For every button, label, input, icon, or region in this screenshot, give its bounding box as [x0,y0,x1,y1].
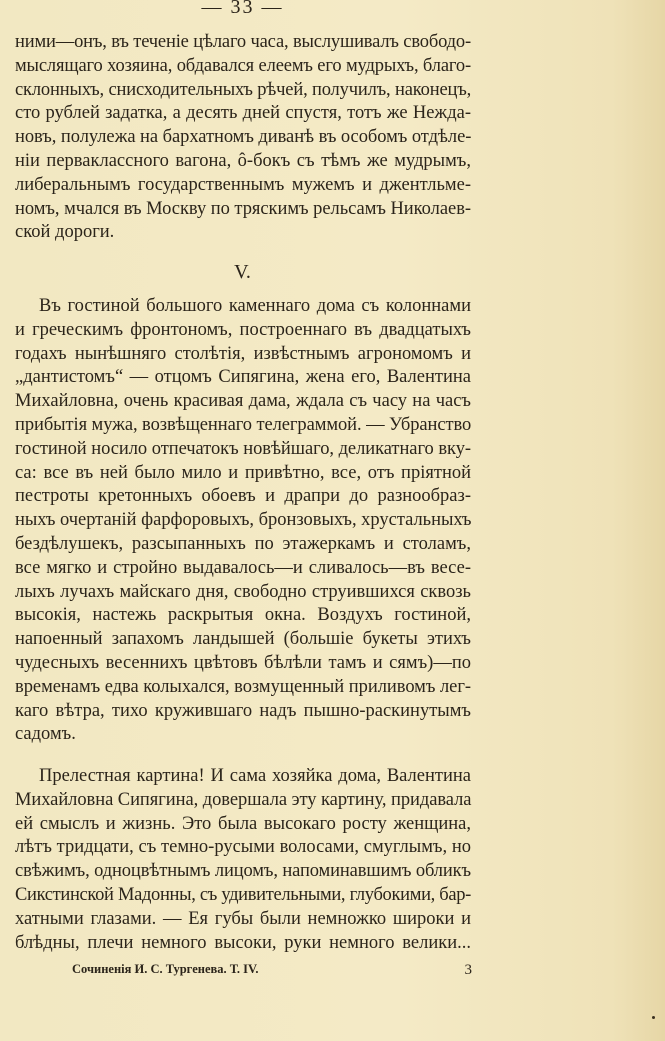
text-line: напоенный запахомъ ландышей (большіе букеты этихъ [15,629,471,650]
text-line: лѣтъ тридцати, съ темно-русыми волосами, смуглымъ, но [15,837,471,858]
text-line: ними—онъ, въ теченіе цѣлаго часа, выслушивалъ свободо- [15,32,471,52]
page-number: — 33 — [201,0,284,18]
signature-mark: 3 [464,962,472,978]
text-line: „дантистомъ“ — отцомъ Сипягина, жена его, Валентина [15,367,471,388]
text-line: прибытія мужа, возвѣщеннаго телеграммой. — Убранство [15,414,472,435]
text-line: бездѣлушекъ, разсыпанныхъ по этажеркамъ и столамъ, [15,533,471,554]
paragraph-chapter-start [15,295,471,747]
footer-title: Сочиненія И. С. Тургенева. Т. IV. [72,962,259,976]
footer-signature-line [72,962,472,977]
text-line: каго вѣтра, тихо кружившаго надъ пышно-раскинутымъ [15,700,471,721]
text-line: Прелестная картина! И сама хозяйка дома, Валентина [39,766,471,786]
text-line: высокія, настежь раскрытыя окна. Воздухъ гостиной, [15,605,471,626]
text-line: гостиной носило отпечатокъ новѣйшаго, деликатнаго вку- [15,438,471,459]
chapter-heading: V. [234,261,251,283]
text-line: Въ гостиной большого каменнаго дома съ колоннами [39,296,471,316]
paragraph-continued [15,31,471,245]
text-line: садомъ. [15,724,76,745]
text-line: склонныхъ, снисходительныхъ рѣчей, получилъ, наконецъ, [15,79,472,100]
text-line: либеральнымъ государственнымъ мужемъ и джентльме- [15,174,471,195]
text-line: пестроты кретонныхъ обоевъ и драпри до разнообраз- [15,486,471,507]
text-line: и греческимъ фронтономъ, построеннаго въ двадцатыхъ [15,319,471,340]
text-line: все мягко и стройно выдавалось—и сливалось—въ весе- [15,557,471,578]
paper-speck [652,1016,655,1019]
text-line: Михайловна Сипягина, довершала эту картину, придавала [15,789,472,810]
text-line: Михайловна, очень красивая дама, ждала съ часу на часъ [15,391,471,412]
text-line: сто рублей задатка, а десять дней спустя, тотъ же Нежда- [15,103,471,124]
text-line: лыхъ лучахъ майскаго дня, свободно струившихся сквозь [15,581,471,602]
paragraph [15,765,471,955]
text-line: годахъ нынѣшняго столѣтія, извѣстнымъ агрономомъ и [15,343,471,364]
text-line: ской дороги. [15,222,115,243]
text-line: мыслящаго хозяина, обдавался елеемъ его мудрыхъ, благо- [15,55,471,76]
text-line: временамъ едва колыхался, возмущенный приливомъ лег- [15,676,471,697]
text-line: Сикстинской Мадонны, съ удивительными, глубокими, бар- [15,884,471,905]
text-line: са: все въ ней было мило и привѣтно, все, отъ пріятной [15,462,471,483]
text-line: номъ, мчался въ Москву по тряскимъ рельсамъ Николаев- [15,198,472,219]
text-line: хатными глазами. — Ея губы были немножко широки и [15,908,471,929]
text-line: ніи перваклассного вагона, ô-бокъ съ тѣмъ же мудрымъ, [15,150,471,171]
text-line: блѣдны, плечи немного высоки, руки немного велики... [15,932,471,953]
text-line: свѣжимъ, одноцвѣтнымъ лицомъ, напоминавшимъ обликъ [15,861,471,882]
text-line: ныхъ очертаній фарфоровыхъ, бронзовыхъ, хрустальныхъ [15,510,472,531]
text-line: чудесныхъ весеннихъ цвѣтовъ бѣлѣли тамъ и сямъ)—по [15,652,471,673]
text-line: новъ, полулежа на бархатномъ диванѣ въ особомъ отдѣле- [15,127,472,148]
text-line: ей смыслъ и жизнь. Это была высокаго росту женщина, [15,813,471,834]
